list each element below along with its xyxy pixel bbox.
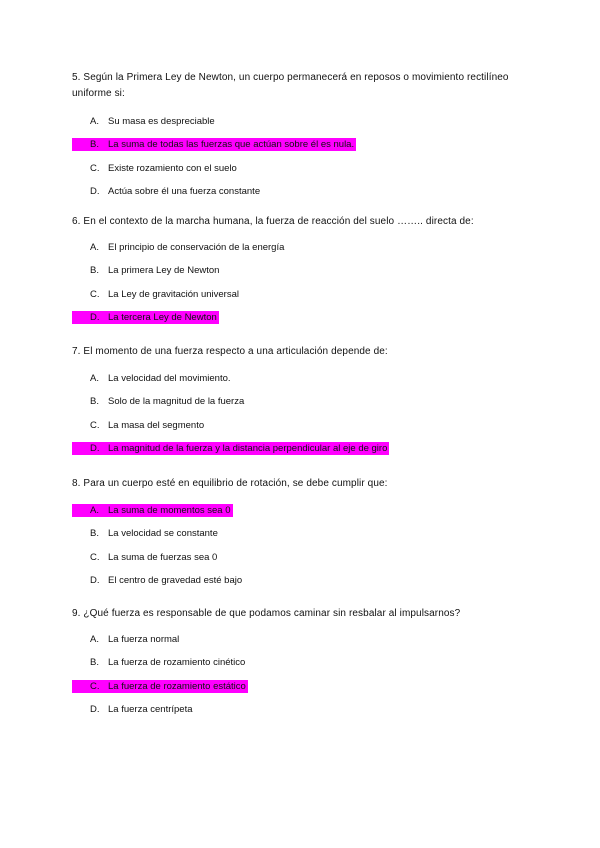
option-letter: B. <box>90 396 99 408</box>
option-text: El centro de gravedad esté bajo <box>108 574 243 586</box>
question-8 <box>72 476 542 597</box>
option-letter: D. <box>90 574 100 586</box>
options-list <box>72 115 542 208</box>
option-highlight <box>72 288 241 301</box>
option-text: La fuerza de rozamiento cinético <box>108 657 246 669</box>
option-highlight <box>72 633 181 646</box>
option-highlight <box>72 680 248 693</box>
option-letter: A. <box>90 242 99 253</box>
question-6 <box>72 214 542 334</box>
option-text: La suma de todas las fuerzas que actúan sobre él es nula. <box>108 139 355 151</box>
option-d <box>72 311 542 334</box>
option-text: La suma de momentos sea 0 <box>108 505 231 516</box>
question-7 <box>72 344 542 465</box>
option-text: La Ley de gravitación universal <box>108 288 239 300</box>
option-text: La fuerza centrípeta <box>108 703 193 715</box>
option-highlight <box>72 185 262 198</box>
option-highlight <box>72 162 239 175</box>
option-a <box>72 372 542 395</box>
option-b <box>72 264 542 287</box>
option-highlight <box>72 241 286 254</box>
option-letter: B. <box>90 657 99 669</box>
question-9 <box>72 606 542 726</box>
option-d <box>72 185 542 208</box>
option-highlight <box>72 264 221 277</box>
option-letter: C. <box>90 419 100 431</box>
question-text: 6. En el contexto de la marcha humana, la fuerza de reacción del suelo …….. directa de: <box>72 216 474 227</box>
option-highlight <box>72 138 356 151</box>
option-b <box>72 656 542 679</box>
option-a <box>72 633 542 656</box>
option-text: La tercera Ley de Newton <box>108 311 217 323</box>
option-letter: B. <box>90 139 99 151</box>
question-5 <box>72 70 542 208</box>
option-d <box>72 574 542 597</box>
option-highlight <box>72 527 220 540</box>
option-letter: B. <box>90 265 99 277</box>
option-text: Solo de la magnitud de la fuerza <box>108 396 245 408</box>
option-c <box>72 551 542 574</box>
options-list <box>72 372 542 465</box>
option-letter: D. <box>90 311 100 323</box>
option-highlight <box>72 442 389 455</box>
option-text: El principio de conservación de la energía <box>108 242 285 253</box>
option-b <box>72 527 542 550</box>
option-letter: B. <box>90 528 99 540</box>
option-text: La velocidad se constante <box>108 528 218 540</box>
option-letter: D. <box>90 703 100 715</box>
option-text: La fuerza normal <box>108 634 180 645</box>
option-letter: C. <box>90 680 100 692</box>
option-highlight <box>72 395 246 408</box>
option-letter: C. <box>90 288 100 300</box>
option-text: La fuerza de rozamiento estático <box>108 680 246 692</box>
option-letter: A. <box>90 373 99 384</box>
option-c <box>72 162 542 185</box>
option-letter: C. <box>90 551 100 563</box>
option-b <box>72 395 542 418</box>
option-highlight <box>72 504 233 517</box>
option-d <box>72 442 542 465</box>
option-a <box>72 504 542 527</box>
question-text: 9. ¿Qué fuerza es responsable de que podamos caminar sin resbalar al impulsarnos? <box>72 608 461 619</box>
option-text: Actúa sobre él una fuerza constante <box>108 185 261 197</box>
option-text: Su masa es despreciable <box>108 116 215 127</box>
option-c <box>72 680 542 703</box>
option-highlight <box>72 703 195 716</box>
option-c <box>72 288 542 311</box>
option-letter: D. <box>90 185 100 197</box>
option-a <box>72 115 542 138</box>
option-text: La magnitud de la fuerza y la distancia perpendicular al eje de giro <box>108 442 388 454</box>
option-letter: A. <box>90 505 99 516</box>
option-highlight <box>72 656 247 669</box>
option-highlight <box>72 372 233 385</box>
option-text: Existe rozamiento con el suelo <box>108 162 237 174</box>
option-c <box>72 419 542 442</box>
option-letter: D. <box>90 442 100 454</box>
option-text: La masa del segmento <box>108 419 205 431</box>
option-letter: A. <box>90 116 99 127</box>
option-highlight <box>72 115 217 128</box>
option-b <box>72 138 542 161</box>
option-letter: A. <box>90 634 99 645</box>
options-list <box>72 241 542 334</box>
options-list <box>72 504 542 597</box>
option-highlight <box>72 419 206 432</box>
option-d <box>72 703 542 726</box>
option-highlight <box>72 574 244 587</box>
question-text: 5. Según la Primera Ley de Newton, un cuerpo permanecerá en reposos o movimiento rectilíneo uniforme si: <box>72 72 509 99</box>
option-highlight <box>72 551 219 564</box>
option-highlight <box>72 311 219 324</box>
option-text: La velocidad del movimiento. <box>108 373 231 384</box>
question-text: 7. El momento de una fuerza respecto a una articulación depende de: <box>72 346 388 357</box>
question-text: 8. Para un cuerpo esté en equilibrio de rotación, se debe cumplir que: <box>72 478 388 489</box>
option-text: La primera Ley de Newton <box>108 265 220 277</box>
option-letter: C. <box>90 162 100 174</box>
option-text: La suma de fuerzas sea 0 <box>108 551 218 563</box>
options-list <box>72 633 542 726</box>
option-a <box>72 241 542 264</box>
